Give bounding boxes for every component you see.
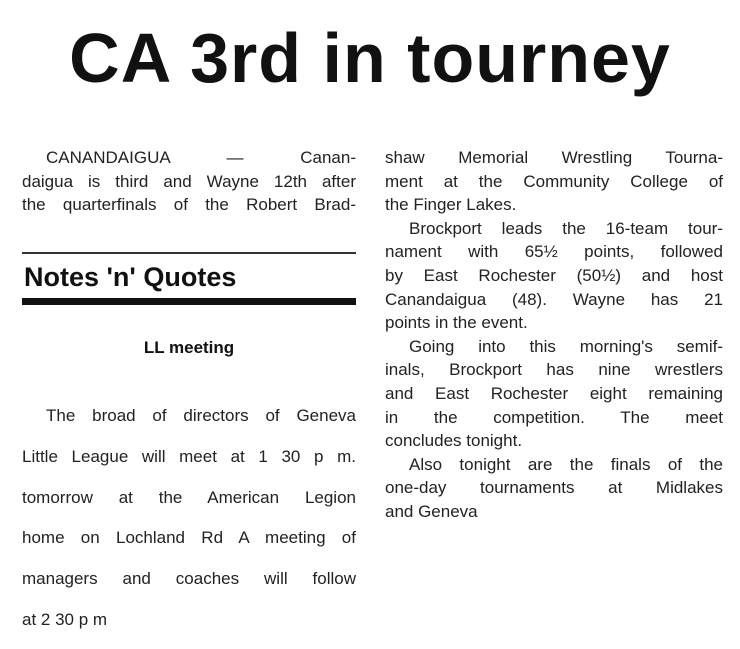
text-line: and East Rochester eight remaining (385, 383, 723, 403)
text-line: the Finger Lakes. (385, 195, 517, 215)
text-line: Brockport leads the 16-team tour- (409, 218, 723, 238)
headline: CA 3rd in tourney (69, 19, 671, 97)
text-line: The broad of directors of Geneva (46, 406, 356, 425)
notes-section-header (22, 252, 356, 305)
text-line: concludes tonight. (385, 431, 523, 451)
text-line: tomorrow at the American Legion (22, 487, 356, 507)
text-line: CANANDAIGUA — Canan- (46, 148, 356, 167)
text-line: inals, Brockport has nine wrestlers (385, 360, 723, 380)
right-column (385, 146, 723, 524)
text-line: nament with 65½ points, followed (385, 242, 723, 262)
section-title: Notes 'n' Quotes (24, 262, 237, 292)
left-column (22, 146, 356, 217)
text-line: by East Rochester (50½) and host (385, 265, 723, 285)
text-line: at 2 30 p m (22, 609, 108, 629)
divider (22, 298, 356, 305)
text-line: ment at the Community College of (385, 171, 723, 191)
divider (22, 252, 356, 254)
text-line: Also tonight are the finals of the (409, 454, 723, 474)
text-line: shaw Memorial Wrestling Tourna- (385, 148, 723, 167)
text-line: points in the event. (385, 313, 528, 333)
text-line: home on Lochland Rd A meeting of (22, 528, 356, 548)
notes-body (22, 387, 356, 649)
text-line: in the competition. The meet (385, 407, 723, 427)
text-line: managers and coaches will follow (22, 569, 356, 589)
text-line: the quarterfinals of the Robert Brad- (22, 195, 356, 215)
text-line: Going into this morning's semif- (409, 336, 723, 356)
text-line: one-day tournaments at Midlakes (385, 478, 723, 498)
text-line: daigua is third and Wayne 12th after (22, 171, 356, 191)
text-line: Canandaigua (48). Wayne has 21 (385, 289, 723, 309)
subheading: LL meeting (143, 338, 235, 357)
text-line: Little League will meet at 1 30 p m. (22, 446, 356, 466)
text-line: and Geneva (385, 501, 478, 521)
